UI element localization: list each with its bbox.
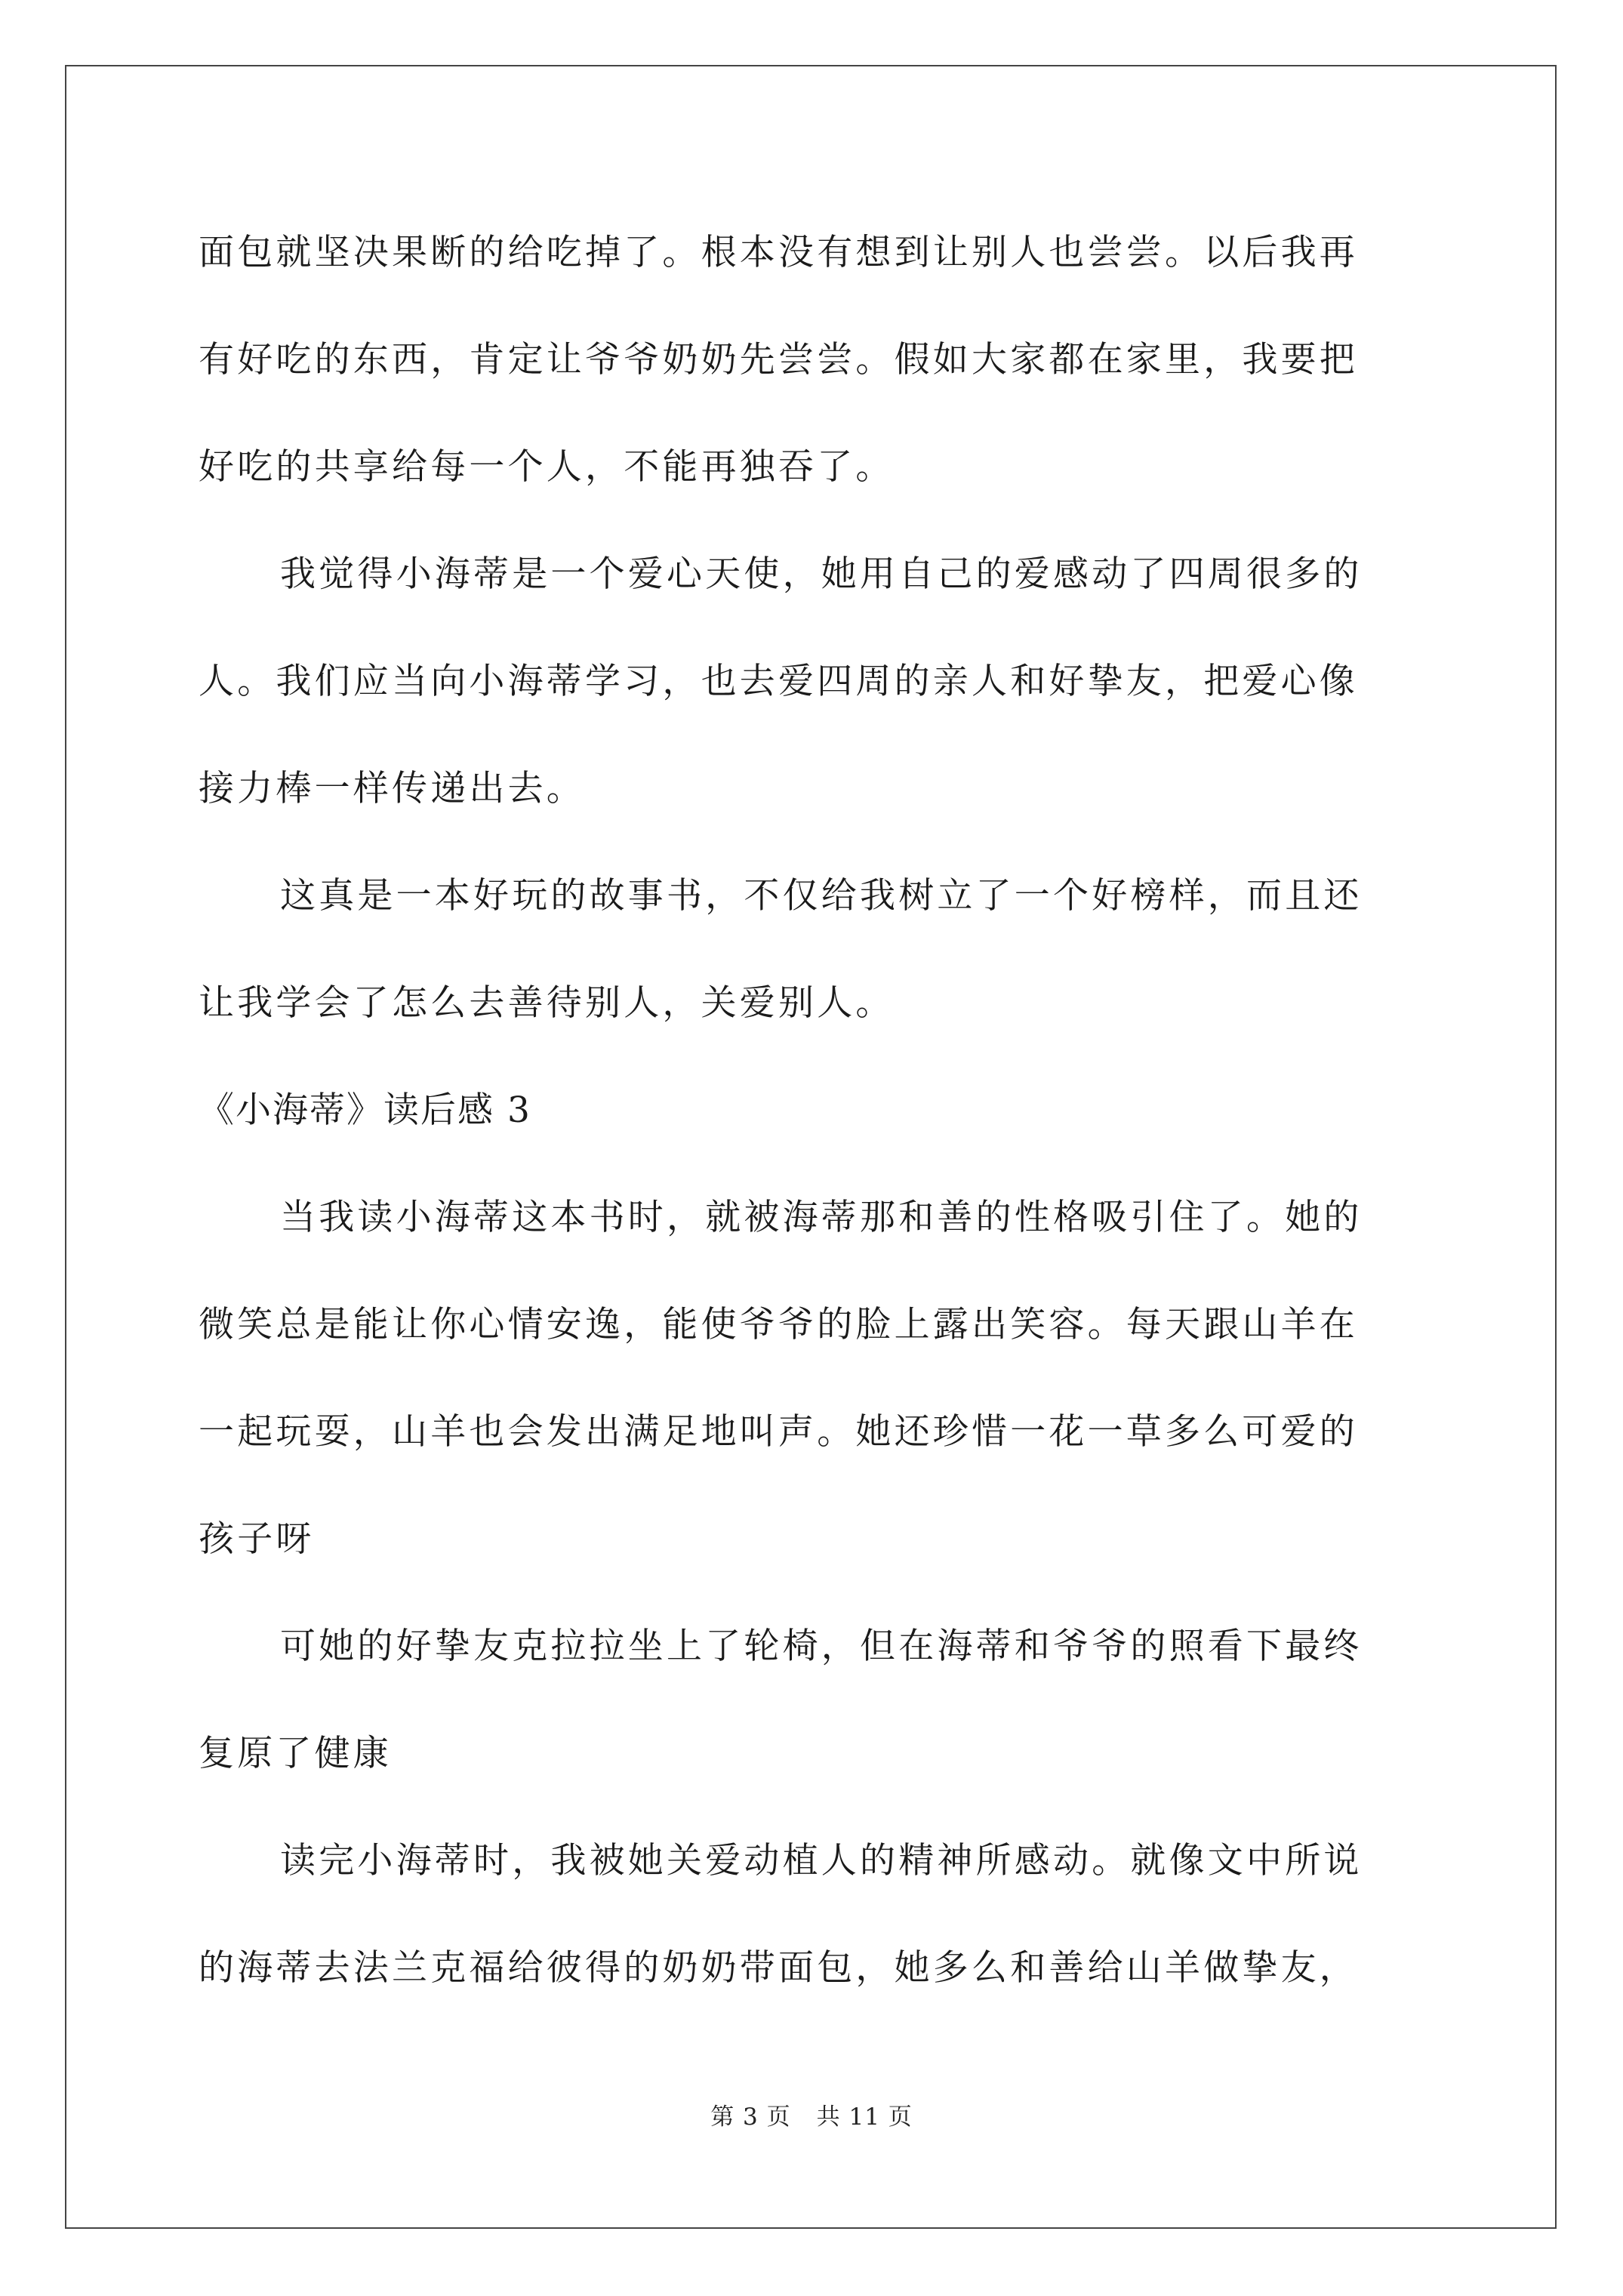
text-line: 接力棒一样传递出去。 bbox=[199, 768, 585, 809]
text-line: 人。我们应当向小海蒂学习，也去爱四周的亲人和好挚友，把爱心像 bbox=[199, 661, 1358, 702]
page-footer bbox=[0, 2097, 1623, 2131]
document-body bbox=[199, 215, 1437, 2038]
text-line: 让我学会了怎么去善待别人，关爱别人。 bbox=[199, 982, 895, 1024]
text-line: 有好吃的东西，肯定让爷爷奶奶先尝尝。假如大家都在家里，我要把 bbox=[199, 339, 1358, 381]
text-line: 的海蒂去法兰克福给彼得的奶奶带面包，她多么和善给山羊做挚友， bbox=[199, 1947, 1358, 1989]
page-total: 共 11 页 bbox=[816, 2103, 913, 2131]
text-line: 当我读小海蒂这本书时，就被海蒂那和善的性格吸引住了。她的 bbox=[280, 1197, 1363, 1238]
text-line: 微笑总是能让你心情安逸，能使爷爷的脸上露出笑容。每天跟山羊在 bbox=[199, 1304, 1358, 1345]
text-line: 好吃的共享给每一个人，不能再独吞了。 bbox=[199, 446, 895, 488]
page-number: 第 3 页 bbox=[710, 2103, 791, 2131]
text-line: 可她的好挚友克拉拉坐上了轮椅，但在海蒂和爷爷的照看下最终 bbox=[280, 1626, 1363, 1667]
section-heading: 《小海蒂》读后感 3 bbox=[199, 1089, 531, 1131]
text-line: 这真是一本好玩的故事书，不仅给我树立了一个好榜样，而且还 bbox=[280, 875, 1363, 917]
text-line: 复原了健康 bbox=[199, 1733, 392, 1774]
text-line: 一起玩耍，山羊也会发出满足地叫声。她还珍惜一花一草多么可爱的 bbox=[199, 1411, 1358, 1453]
text-line: 面包就坚决果断的给吃掉了。根本没有想到让别人也尝尝。以后我再 bbox=[199, 232, 1358, 273]
text-line: 我觉得小海蒂是一个爱心天使，她用自己的爱感动了四周很多的 bbox=[280, 553, 1363, 595]
text-line: 读完小海蒂时，我被她关爱动植人的精神所感动。就像文中所说 bbox=[280, 1840, 1363, 1881]
text-line: 孩子呀 bbox=[199, 1518, 315, 1560]
